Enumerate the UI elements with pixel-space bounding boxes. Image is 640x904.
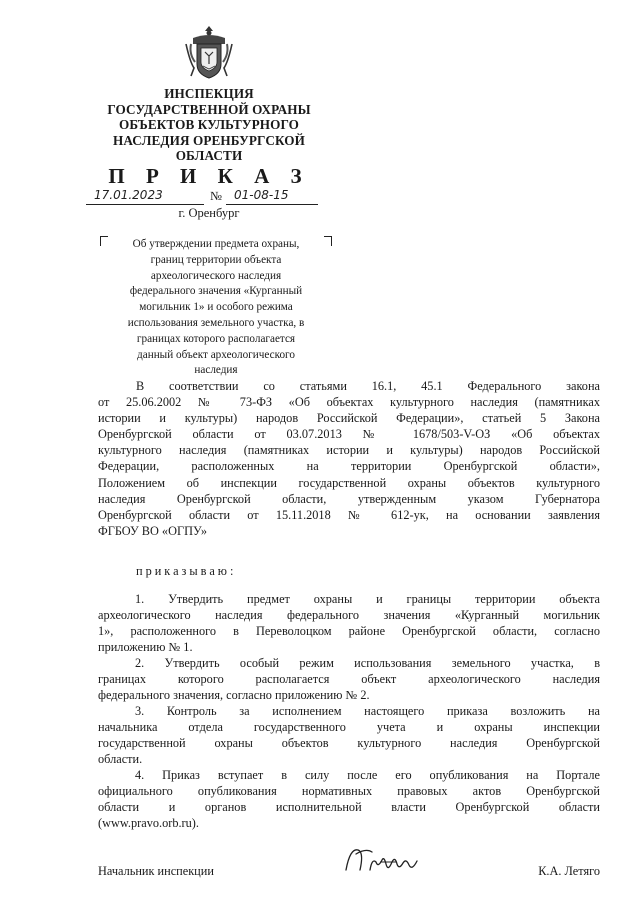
order-item-4 <box>98 767 600 831</box>
text-line: области. <box>98 752 143 767</box>
text-line: границах которого располагается объект археологического наследия <box>98 672 600 687</box>
text-line: культурного наследия (памятниках истории и культуры) народов Российской <box>98 443 600 458</box>
text-line: официального опубликования нормативных правовых актов Оренбургской <box>98 784 600 799</box>
text-line: 2. Утвердить особый режим использования земельного участка, в <box>135 656 600 670</box>
org-line: НАСЛЕДИЯ ОРЕНБУРГСКОЙ <box>112 132 306 148</box>
text-line: В соответствии со статьями 16.1, 45.1 Федерального закона <box>136 379 600 393</box>
order-item-2 <box>98 655 600 703</box>
document-type-title: П Р И К А З <box>108 164 310 188</box>
org-line: ИНСПЕКЦИЯ <box>164 86 254 101</box>
subject-line: могильник 1» и особого режима <box>139 301 293 314</box>
org-line: ОБЪЕКТОВ КУЛЬТУРНОГО <box>118 117 300 133</box>
text-line: 1. Утвердить предмет охраны и границы территории объекта <box>135 592 600 606</box>
text-line: 3. Контроль за исполнением настоящего приказа возложить на <box>135 704 600 718</box>
subject-line: данный объект археологического <box>137 348 295 361</box>
text-line: области и органов исполнительной власти Оренбургской области <box>98 800 600 815</box>
left-corner-bracket <box>100 236 108 246</box>
number-sign: № <box>210 189 222 203</box>
subject-line: границах которого располагается <box>136 332 296 345</box>
signer-role: Начальник инспекции <box>98 864 214 878</box>
number-underline <box>226 204 318 205</box>
text-line: археологического наследия федерального значения «Курганный могильник <box>98 608 600 623</box>
issuing-organization <box>80 86 338 164</box>
subject-line: археологического наследия <box>150 269 282 282</box>
text-line: ФГБОУ ВО «ОГПУ» <box>98 523 208 538</box>
subject-line: границ территории объекта <box>150 253 282 266</box>
right-corner-bracket <box>324 236 332 246</box>
text-line: Федерации, расположенных на территории Оренбургской области», <box>98 459 600 474</box>
text-line: приложению № 1. <box>98 640 193 655</box>
city: г. Оренбург <box>178 206 240 220</box>
preamble-paragraph <box>98 378 600 539</box>
coat-of-arms-emblem <box>183 24 235 82</box>
order-item-3 <box>98 703 600 767</box>
subject-line: Об утверждении предмета охраны, <box>132 238 300 250</box>
text-line: Оренбургской области от 03.07.2013 № 1678/503-V-ОЗ «Об объектах <box>98 427 600 442</box>
handwritten-number: 01-08-15 <box>234 188 289 202</box>
text-line: государственной охраны объектов культурного наследия Оренбургской <box>98 736 600 751</box>
subject-line: федерального значения «Курганный <box>129 285 303 298</box>
text-line: Оренбургской области от 15.11.2018 № 612-ук, на основании заявления <box>98 507 600 522</box>
subject-line: наследия <box>194 364 238 377</box>
signer-name: К.А. Летяго <box>538 864 600 878</box>
text-line: Положением об инспекции государственной охраны объектов культурного <box>98 475 600 490</box>
org-line: ГОСУДАРСТВЕННОЙ ОХРАНЫ <box>107 101 311 117</box>
text-line: истории и культуры) народов Российской Федерации», статьей 5 Закона <box>98 411 600 426</box>
subject-line: использования земельного участка, в <box>127 316 305 329</box>
text-line: начальника отдела государственного учета и охраны инспекции <box>98 720 600 735</box>
handwritten-date: 17.01.2023 <box>94 188 163 202</box>
text-line: 1», расположенного в Переволоцком районе Оренбургской области, согласно <box>98 624 600 639</box>
order-word: приказываю: <box>136 564 237 578</box>
text-line: наследия Оренбургской области, утвержденным указом Губернатора <box>98 491 600 506</box>
handwritten-signature <box>340 840 440 884</box>
text-line: (www.pravo.orb.ru). <box>98 816 199 831</box>
text-line: федерального значения, согласно приложению № 2. <box>98 688 370 703</box>
org-line: ОБЛАСТИ <box>175 148 243 164</box>
order-item-1 <box>98 591 600 655</box>
subject-block <box>100 236 332 379</box>
date-underline <box>86 204 204 205</box>
text-line: 4. Приказ вступает в силу после его опубликования на Портале <box>135 768 600 782</box>
text-line: от 25.06.2002 № 73-ФЗ «Об объектах культурного наследия (памятниках <box>98 395 600 410</box>
